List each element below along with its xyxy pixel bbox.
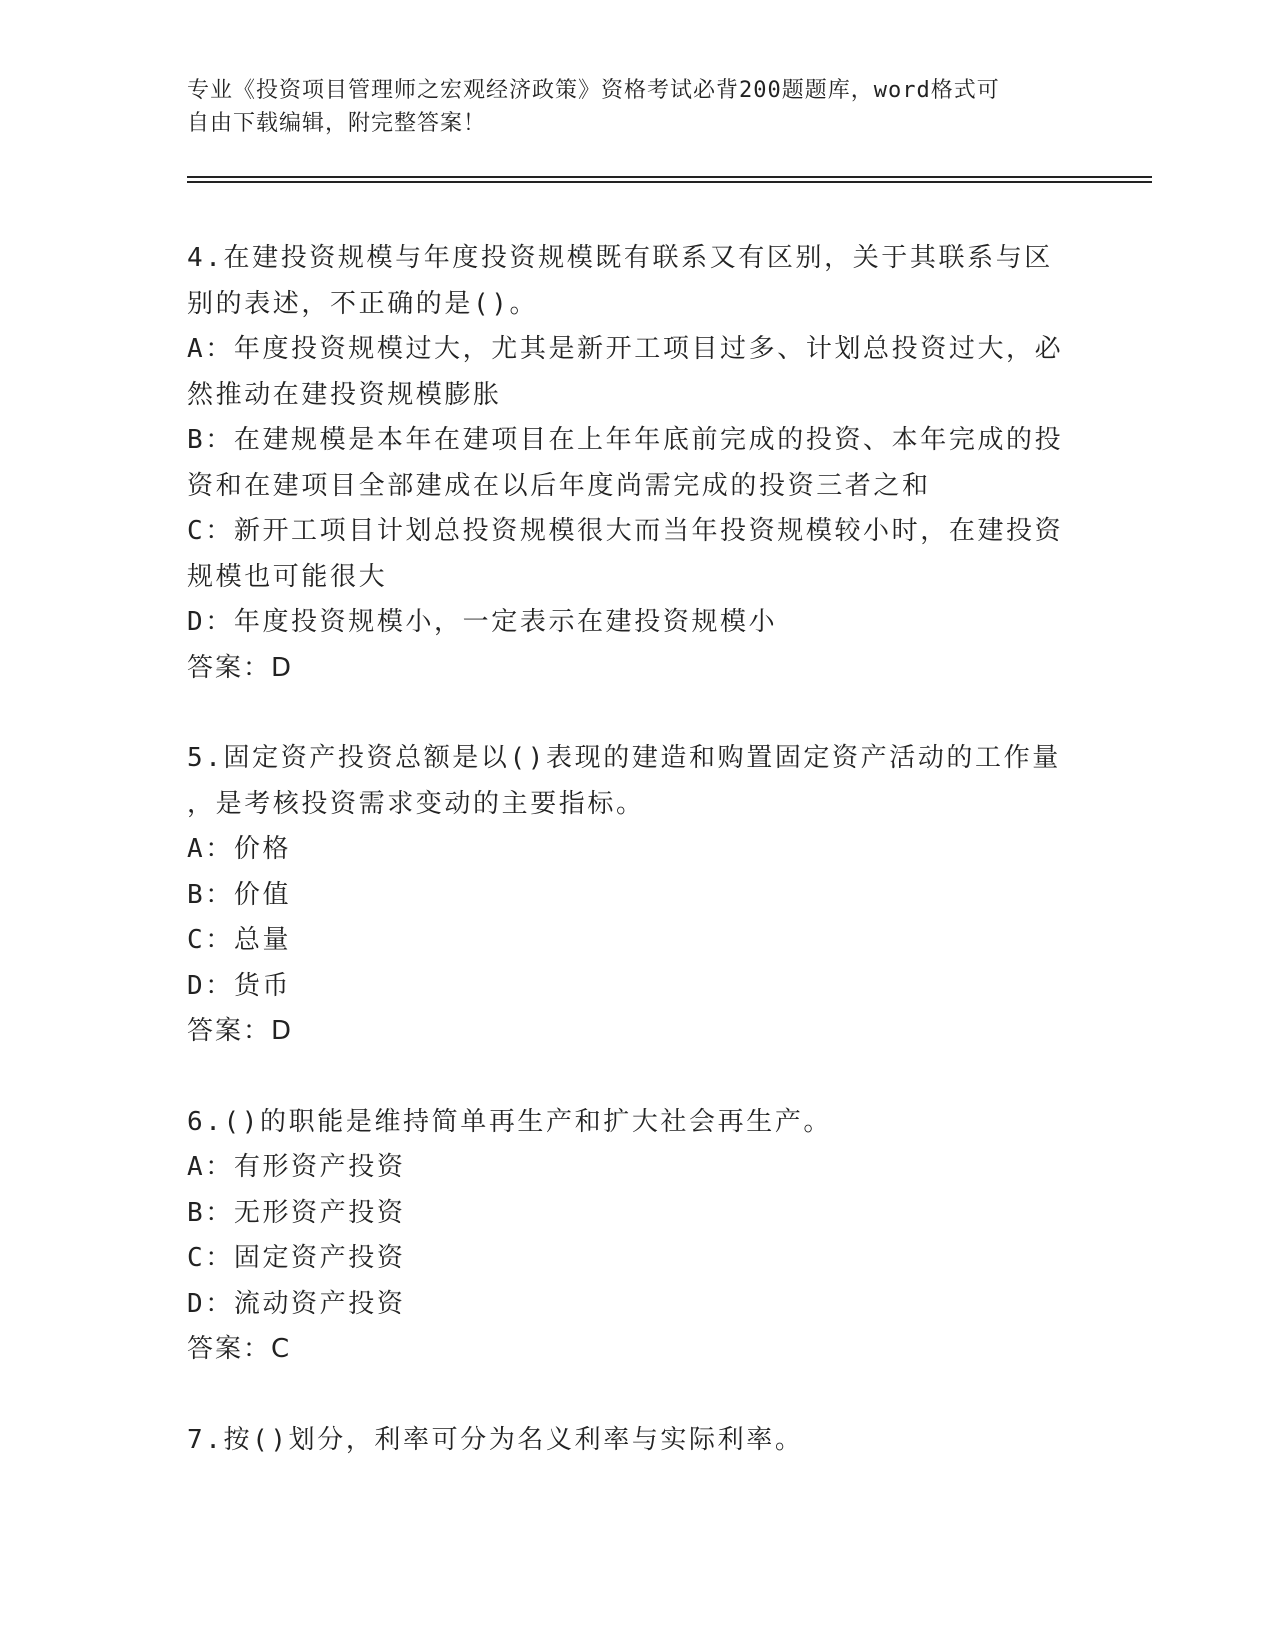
- answer-option-line: B：无形资产投资: [187, 1197, 406, 1228]
- answer-option-line: C：新开工项目计划总投资规模很大而当年投资规模较小时，在建投资: [187, 516, 1064, 546]
- document-header: [187, 74, 1087, 140]
- answer-option-line: 资和在建项目全部建成在以后年度尚需完成的投资三者之和: [187, 470, 931, 501]
- question-stem-line: 4.在建投资规模与年度投资规模既有联系又有区别，关于其联系与区: [187, 243, 1053, 273]
- correct-answer: 答案：D: [187, 1016, 294, 1046]
- answer-option-line: B：价值: [187, 879, 292, 910]
- header-line-2: 自由下载编辑，附完整答案！: [187, 111, 487, 136]
- correct-answer: 答案：D: [187, 652, 294, 683]
- answer-option-line: C：固定资产投资: [187, 1243, 406, 1273]
- question-stem-line: 6.()的职能是维持简单再生产和扩大社会再生产。: [187, 1106, 833, 1137]
- answer-option-line: D：流动资产投资: [187, 1288, 406, 1319]
- question-block: [187, 236, 1067, 691]
- header-line-1: 专业《投资项目管理师之宏观经济政策》资格考试必背200题题库，word格式可: [187, 78, 1000, 103]
- answer-option-line: 规模也可能很大: [187, 561, 388, 592]
- question-stem-line: ，是考核投资需求变动的主要指标。: [187, 788, 645, 819]
- answer-option-line: D：货币: [187, 970, 292, 1001]
- answer-option-line: D：年度投资规模小，一定表示在建投资规模小: [187, 607, 778, 637]
- question-block: [187, 1100, 1067, 1373]
- answer-option-line: B：在建规模是本年在建项目在上年年底前完成的投资、本年完成的投: [187, 425, 1064, 455]
- question-stem-line: 5.固定资产投资总额是以()表现的建造和购置固定资产活动的工作量: [187, 743, 1061, 773]
- answer-option-line: A：价格: [187, 834, 292, 864]
- question-block: [187, 1418, 1067, 1464]
- question-block: [187, 736, 1067, 1055]
- correct-answer: 答案：C: [187, 1334, 292, 1364]
- question-stem-line: 7.按()划分，利率可分为名义利率与实际利率。: [187, 1424, 804, 1455]
- answer-option-line: A：有形资产投资: [187, 1152, 406, 1182]
- question-stem-line: 别的表述，不正确的是()。: [187, 288, 539, 319]
- question-list: [187, 236, 1067, 1508]
- answer-option-line: 然推动在建投资规模膨胀: [187, 379, 502, 410]
- answer-option-line: A：年度投资规模过大，尤其是新开工项目过多、计划总投资过大，必: [187, 334, 1064, 364]
- answer-option-line: C：总量: [187, 925, 292, 955]
- header-divider-bottom: [187, 181, 1152, 183]
- header-divider-top: [187, 176, 1152, 178]
